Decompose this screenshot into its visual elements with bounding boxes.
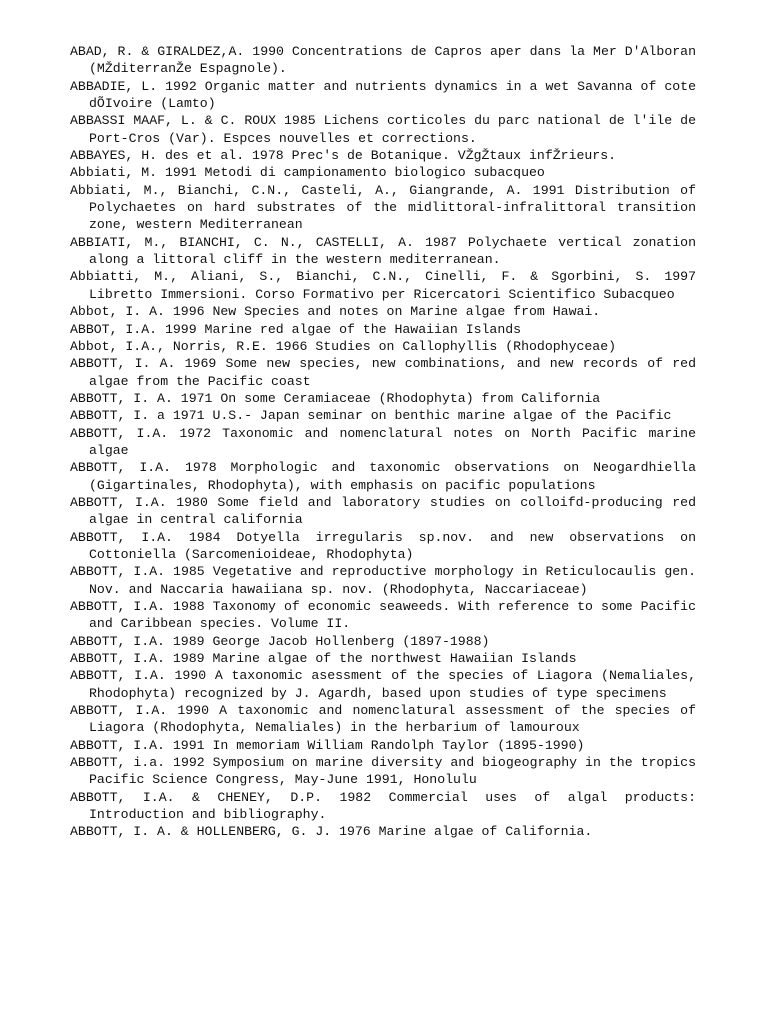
bibliography-entry: Abbot, I. A. 1996 New Species and notes on Marine algae from Hawai. [70,304,601,320]
bibliography-entry: ABBOTT, I.A. 1972 Taxonomic and nomenclatural notes on North Pacific marine algae [70,425,696,458]
bibliography-entry: ABBOTT, I.A. 1989 Marine algae of the northwest Hawaiian Islands [70,651,577,667]
bibliography-entry: Abbiati, M. 1991 Metodi di campionamento biologico subacqueo [70,165,545,181]
bibliography-entry: ABBIATI, M., BIANCHI, C. N., CASTELLI, A. 1987 Polychaete vertical zonation along a littoral cliff in the western mediterranean. [70,234,696,268]
bibliography-entry: Abbiatti, M., Aliani, S., Bianchi, C.N., Cinelli, F. & Sgorbini, S. 1997 Libretto Immersioni. Corso Formativo per Ricercatori Scientifico Subacqueo [70,269,696,302]
bibliography-entry: ABBOTT, I.A. 1980 Some field and laboratory studies on colloifd-producing red algae in central california [70,494,696,528]
bibliography-entry: ABBOTT, I.A. 1985 Vegetative and reproductive morphology in Reticulocaulis gen. Nov. and Naccaria hawaiiana sp. nov. (Rhodophyta, Naccariaceae) [70,564,696,597]
bibliography-entry: ABBOTT, I. A. 1971 On some Ceramiaceae (Rhodophyta) from California [70,390,601,406]
bibliography-entry: Abbiati, M., Bianchi, C.N., Casteli, A., Giangrande, A. 1991 Distribution of Polychaetes on hard substrates of the midlittoral-infralittoral transition zone, western Mediterranean [70,182,696,233]
bibliography-entry: ABBOTT, I.A. 1984 Dotyella irregularis sp.nov. and new observations on Cottoniella (Sarcomenioideae, Rhodophyta) [70,529,696,562]
bibliography-list [70,43,696,841]
bibliography-entry: ABBOTT, I.A. & CHENEY, D.P. 1982 Commercial uses of algal products: Introduction and bibliography. [70,789,696,823]
bibliography-entry: Abbot, I.A., Norris, R.E. 1966 Studies on Callophyllis (Rhodophyceae) [70,338,617,354]
bibliography-entry: ABBAYES, H. des et al. 1978 Prec's de Botanique. VŽgŽtaux infŽrieurs. [70,148,617,164]
bibliography-entry: ABBOTT, I.A. 1989 George Jacob Hollenberg (1897-1988) [70,633,490,649]
bibliography-entry: ABBOTT, I. A. 1969 Some new species, new combinations, and new records of red algae from the Pacific coast [70,356,696,389]
bibliography-entry: ABAD, R. & GIRALDEZ,A. 1990 Concentrations de Capros aper dans la Mer D'Alboran (MŽditerranŽe Espagnole). [70,44,696,77]
bibliography-entry: ABBOTT, I.A. 1991 In memoriam William Randolph Taylor (1895-1990) [70,737,585,753]
bibliography-entry: ABBOTT, I. A. & HOLLENBERG, G. J. 1976 Marine algae of California. [70,824,593,840]
bibliography-entry: ABBOTT, I.A. 1978 Morphologic and taxonomic observations on Neogardhiella (Gigartinales, Rhodophyta), with emphasis on pacific populations [70,460,696,493]
bibliography-entry: ABBOTT, I.A. 1990 A taxonomic and nomenclatural assessment of the species of Liagora (Rhodophyta, Nemaliales) in the herbarium of lamouroux [70,703,696,736]
bibliography-entry: ABBOTT, I. a 1971 U.S.- Japan seminar on benthic marine algae of the Pacific [70,408,672,424]
bibliography-entry: ABBOTT, I.A. 1988 Taxonomy of economic seaweeds. With reference to some Pacific and Caribbean species. Volume II. [70,599,696,632]
bibliography-entry: ABBOTT, I.A. 1990 A taxonomic asessment of the species of Liagora (Nemaliales, Rhodophyta) recognized by J. Agardh, based upon studies of type specimens [70,668,696,701]
bibliography-entry: ABBOTT, i.a. 1992 Symposium on marine diversity and biogeography in the tropics Pacific Science Congress, May-June 1991, Honolulu [70,755,696,788]
bibliography-entry: ABBOT, I.A. 1999 Marine red algae of the Hawaiian Islands [70,321,522,337]
bibliography-entry: ABBASSI MAAF, L. & C. ROUX 1985 Lichens corticoles du parc national de l'ile de Port-Cros (Var). Espces nouvelles et corrections. [70,113,696,146]
bibliography-entry: ABBADIE, L. 1992 Organic matter and nutrients dynamics in a wet Savanna of cote dÕIvoire (Lamto) [70,78,696,112]
